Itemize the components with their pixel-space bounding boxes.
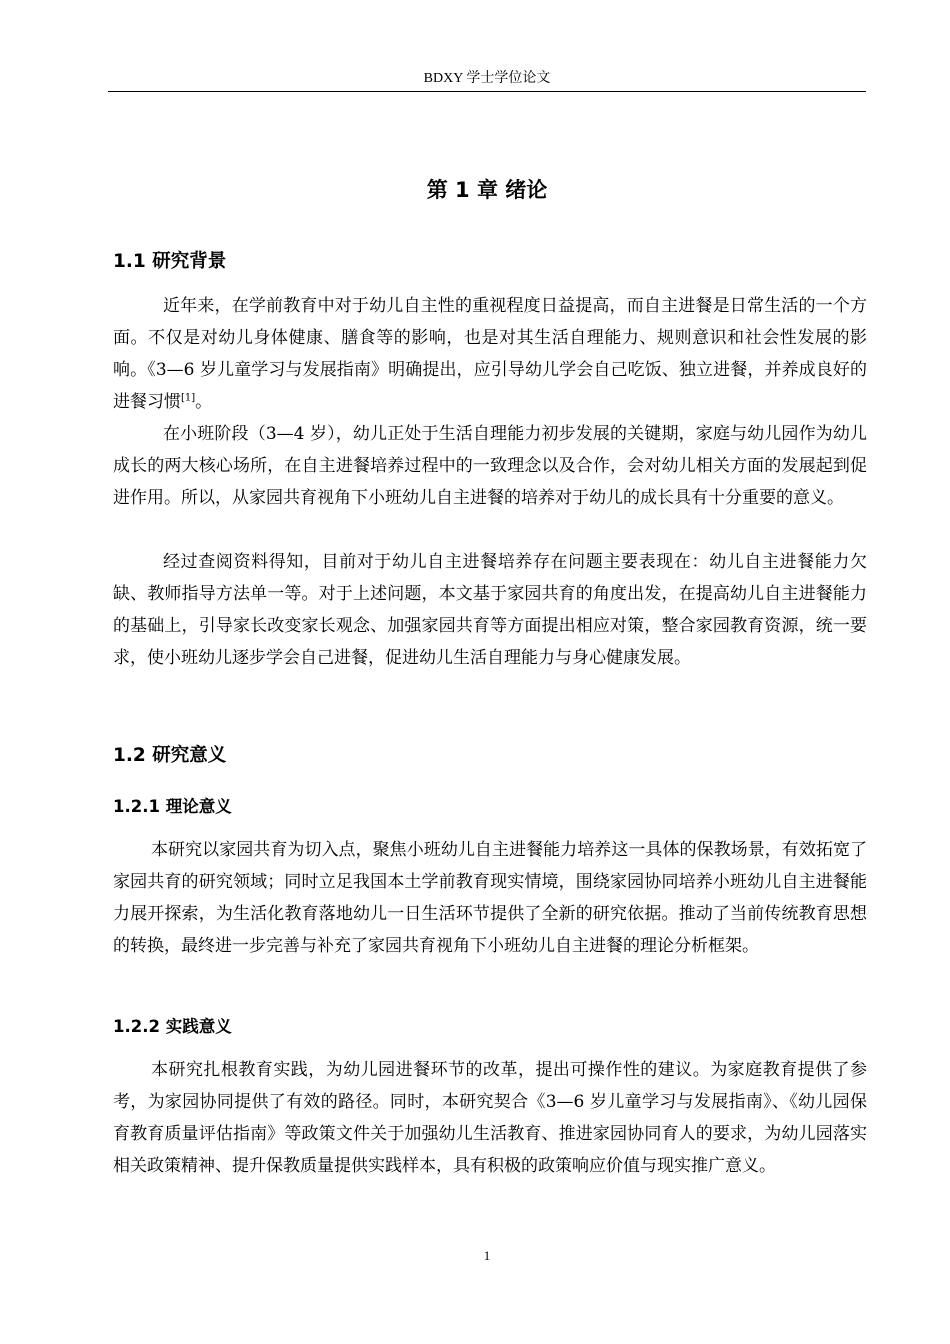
chapter-title: 第 1 章 绪论 — [426, 178, 548, 202]
subsection-heading-1-2-2: 1.2.2 实践意义 — [113, 1017, 232, 1036]
header-rule — [108, 91, 866, 92]
page-number: 1 — [483, 1248, 491, 1263]
subsection-heading-1-2-1: 1.2.1 理论意义 — [113, 797, 232, 816]
paragraph-practice: 本研究扎根教育实践，为幼儿园进餐环节的改革，提出可操作性的建议。为家庭教育提供了参考，为家园协同提供了有效的路径。同时，本研究契合《3—6 岁儿童学习与发展指南》、《幼儿园保育教育质量评估指南》等政策文件关于加强幼儿生活教育、推进家园协同育人的要求，为幼儿园落实相关政策精神、提升保教质量提供实践样本，具有积极的政策响应价值与现实推广意义。 — [113, 1060, 867, 1176]
paragraph-background-1 — [113, 290, 867, 418]
running-header: BDXY 学士学位论文 — [423, 71, 551, 86]
citation-1: [1] — [181, 392, 196, 404]
paragraph-background-2: 在小班阶段（3—4 岁），幼儿正处于生活自理能力初步发展的关键期，家庭与幼儿园作为幼儿成长的两大核心场所，在自主进餐培养过程中的一致理念以及合作，会对幼儿相关方面的发展起到促进作用。所以，从家园共育视角下小班幼儿自主进餐的培养对于幼儿的成长具有十分重要的意义。 — [113, 424, 867, 508]
paragraph-theory: 本研究以家园共育为切入点，聚焦小班幼儿自主进餐能力培养这一具体的保教场景，有效拓宽了家园共育的研究领域；同时立足我国本土学前教育现实情境，围绕家园协同培养小班幼儿自主进餐能力展开探索，为生活化教育落地幼儿一日生活环节提供了全新的研究依据。推动了当前传统教育思想的转换，最终进一步完善与补充了家园共育视角下小班幼儿自主进餐的理论分析框架。 — [113, 840, 867, 956]
paragraph-background-1-text: 近年来，在学前教育中对于幼儿自主性的重视程度日益提高，而自主进餐是日常生活的一个方面。不仅是对幼儿身体健康、膳食等的影响，也是对其生活自理能力、规则意识和社会性发展的影响。《3—6 岁儿童学习与发展指南》明确提出，应引导幼儿学会自己吃饭、独立进餐，并养成良好的进餐习惯 — [113, 296, 867, 412]
paragraph-background-3: 经过查阅资料得知，目前对于幼儿自主进餐培养存在问题主要表现在：幼儿自主进餐能力欠缺、教师指导方法单一等。对于上述问题，本文基于家园共育的角度出发，在提高幼儿自主进餐能力的基础上，引导家长改变家长观念、加强家园共育等方面提出相应对策，整合家园教育资源，统一要求，使小班幼儿逐步学会自己进餐，促进幼儿生活自理能力与身心健康发展。 — [113, 552, 867, 668]
paragraph-background-1-end: 。 — [195, 392, 213, 412]
section-heading-1-2: 1.2 研究意义 — [113, 745, 227, 766]
section-heading-1-1: 1.1 研究背景 — [113, 251, 227, 272]
